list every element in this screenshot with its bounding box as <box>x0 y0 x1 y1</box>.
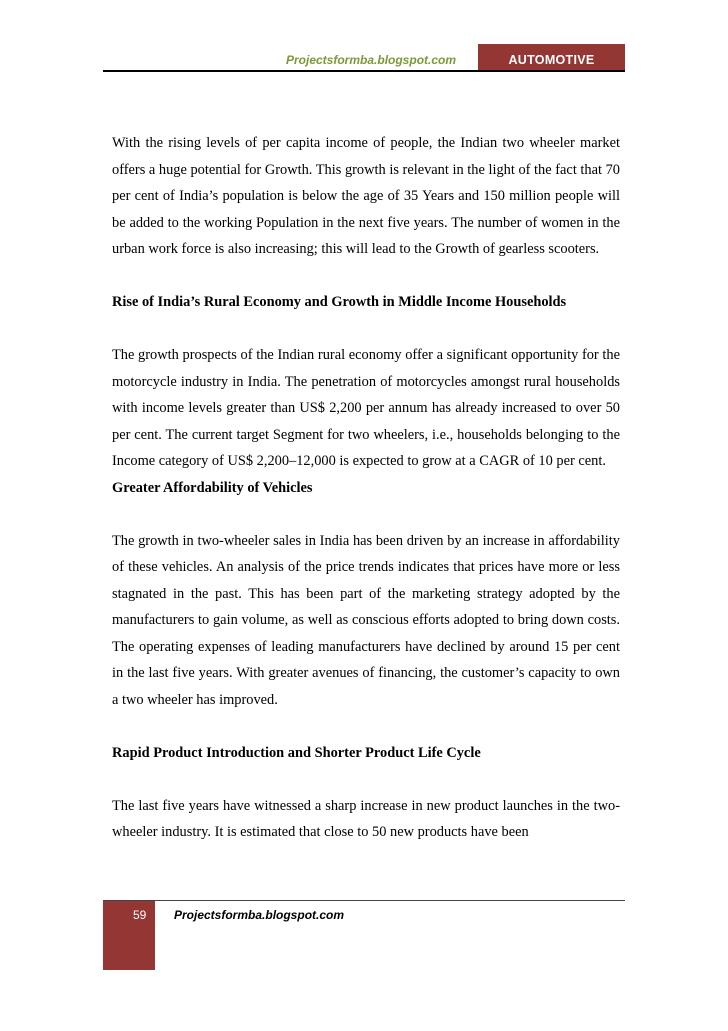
footer-site-name: Projectsformba.blogspot.com <box>174 908 345 922</box>
paragraph-affordability: The growth in two-wheeler sales in India has been driven by an increase in affordability of these vehicles. An analysis of the price trends indicates that prices have more or less stagnated in the past. This has been part of the marketing strategy adopted by the manufacturers to gain volume, as well as conscious efforts adopted to bring down costs. The operating expenses of leading manufacturers have declined by around 15 per cent in the last five years. With greater avenues of financing, the customer’s capacity to own a two wheeler has improved. <box>112 532 620 708</box>
paragraph-product-introduction: The last five years have witnessed a sharp increase in new product launches in the two-wheeler industry. It is estimated that close to 50 new products have been <box>112 797 620 840</box>
paragraph-intro: With the rising levels of per capita income of people, the Indian two wheeler market offers a huge potential for Growth. This growth is relevant in the light of the fact that 70 per cent of India’s population is below the age of 35 Years and 150 million people will be added to the working Population in the next five years. The number of women in the urban work force is also increasing; this will lead to the Growth of gearless scooters. <box>112 135 620 257</box>
header-badge <box>478 44 625 72</box>
header-divider <box>103 70 625 72</box>
heading-affordability: Greater Affordability of Vehicles <box>112 479 313 496</box>
header-site-name: Projectsformba.blogspot.com <box>286 53 457 67</box>
heading-product-introduction: Rapid Product Introduction and Shorter Product Life Cycle <box>112 744 481 761</box>
header-badge-label: AUTOMOTIVE <box>508 53 595 67</box>
heading-rural-economy: Rise of India’s Rural Economy and Growth in Middle Income Households <box>112 294 567 310</box>
footer-accent-bar <box>103 900 155 970</box>
document-body <box>112 130 620 846</box>
page-number: 59 <box>133 908 147 922</box>
paragraph-rural-economy: The growth prospects of the Indian rural economy offer a significant opportunity for the motorcycle industry in India. The penetration of motorcycles amongst rural households with income levels greater than US$ 2,200 per annum has already increased to over 50 per cent. The current target Segment for two wheelers, i.e., households belonging to the Income category of US$ 2,200–12,000 is expected to grow at a CAGR of 10 per cent. <box>112 347 620 469</box>
footer-divider <box>103 900 625 901</box>
